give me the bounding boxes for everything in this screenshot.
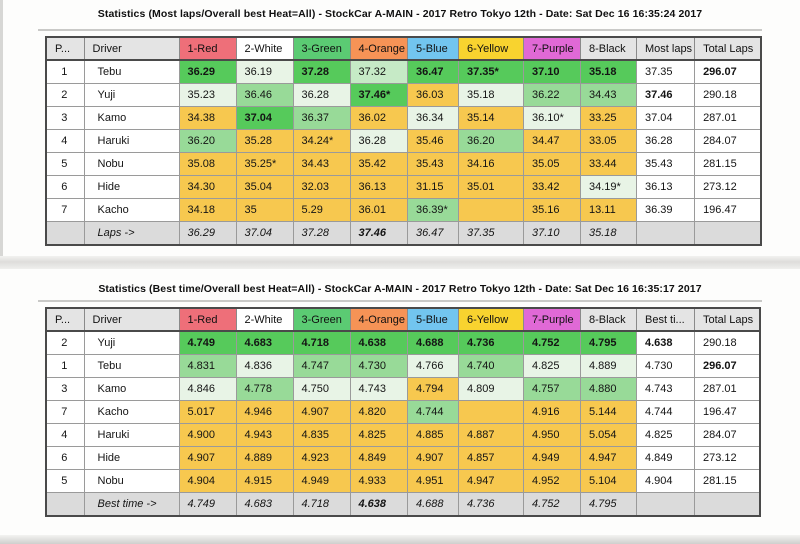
table-row xyxy=(46,355,760,378)
heat-time-cell: 4.947 xyxy=(458,470,523,493)
position-cell: 7 xyxy=(46,401,84,424)
heat-time-cell: 34.30 xyxy=(179,176,236,199)
heat-time-cell: 4.907 xyxy=(407,447,458,470)
heat-time-cell: 4.752 xyxy=(523,331,580,355)
table-row xyxy=(46,331,760,355)
heat-time-cell: 4.831 xyxy=(179,355,236,378)
table-row xyxy=(46,107,761,130)
heat-time-cell: 36.10* xyxy=(523,107,580,130)
total-laps-cell: 296.07 xyxy=(695,60,761,84)
driver-cell: Kacho xyxy=(84,401,179,424)
driver-cell: Yuji xyxy=(84,331,179,355)
heat-time-cell: 34.43 xyxy=(293,153,350,176)
heat-time-cell: 36.19 xyxy=(236,60,293,84)
summary-cell: 4.638 xyxy=(636,331,694,355)
total-laps-cell: 296.07 xyxy=(694,355,760,378)
footer-spacer-cell xyxy=(636,493,694,517)
heat-time-cell: 36.29 xyxy=(179,60,236,84)
total-laps-cell: 281.15 xyxy=(694,470,760,493)
column-header-7-purple: 7-Purple xyxy=(523,37,580,60)
summary-cell: 36.39 xyxy=(636,199,694,222)
column-header-8-black: 8-Black xyxy=(580,37,636,60)
total-laps-cell: 284.07 xyxy=(694,424,760,447)
total-laps-cell: 287.01 xyxy=(694,378,760,401)
summary-cell: 4.730 xyxy=(636,355,694,378)
footer-best-cell: 4.749 xyxy=(179,493,236,517)
driver-cell: Nobu xyxy=(84,153,179,176)
summary-cell: 4.825 xyxy=(636,424,694,447)
driver-cell: Tebu xyxy=(84,355,179,378)
table-row xyxy=(46,401,760,424)
heat-time-cell: 33.42 xyxy=(523,176,580,199)
driver-cell: Yuji xyxy=(84,84,179,107)
heat-time-cell: 5.017 xyxy=(179,401,236,424)
driver-cell: Nobu xyxy=(84,470,179,493)
divider-line xyxy=(38,300,762,302)
driver-cell: Hide xyxy=(84,176,179,199)
heat-time-cell xyxy=(458,401,523,424)
position-cell: 4 xyxy=(46,424,84,447)
column-header-best-ti: Best ti... xyxy=(636,308,694,331)
heat-time-cell: 35.01 xyxy=(458,176,523,199)
heat-time-cell: 4.885 xyxy=(407,424,458,447)
column-header-3-green: 3-Green xyxy=(293,308,350,331)
footer-spacer-cell xyxy=(636,222,694,246)
heat-time-cell: 4.907 xyxy=(179,447,236,470)
bottom-scan-band xyxy=(0,535,800,544)
heat-time-cell: 4.747 xyxy=(293,355,350,378)
footer-best-cell: 4.718 xyxy=(293,493,350,517)
heat-time-cell xyxy=(458,199,523,222)
heat-time-cell: 36.03 xyxy=(407,84,458,107)
footer-best-cell: 37.28 xyxy=(293,222,350,246)
report-title-best-time: Statistics (Best time/Overall best Heat=All) - StockCar A-MAIN - 2017 Retro Tokyo 12th - Date: Sat Dec 16 16:35:17 2017 xyxy=(98,283,702,295)
heat-time-cell: 4.880 xyxy=(580,378,636,401)
header-row xyxy=(46,37,761,60)
heat-time-cell: 35.18 xyxy=(458,84,523,107)
heat-time-cell: 34.18 xyxy=(179,199,236,222)
heat-time-cell: 4.949 xyxy=(293,470,350,493)
position-cell: 2 xyxy=(46,84,84,107)
position-cell: 6 xyxy=(46,176,84,199)
table-row xyxy=(46,130,761,153)
table-row xyxy=(46,424,760,447)
column-header-driver: Driver xyxy=(84,37,179,60)
summary-cell: 4.904 xyxy=(636,470,694,493)
column-header-1-red: 1-Red xyxy=(179,37,236,60)
heat-time-cell: 4.825 xyxy=(523,355,580,378)
heat-time-cell: 5.29 xyxy=(293,199,350,222)
driver-cell: Kamo xyxy=(84,107,179,130)
heat-time-cell: 34.19* xyxy=(580,176,636,199)
heat-time-cell: 4.683 xyxy=(236,331,293,355)
footer-best-cell: 37.10 xyxy=(523,222,580,246)
table-row xyxy=(46,470,760,493)
heat-time-cell: 4.933 xyxy=(350,470,407,493)
footer-spacer-cell xyxy=(695,222,761,246)
heat-time-cell: 4.749 xyxy=(179,331,236,355)
heat-time-cell: 4.889 xyxy=(580,355,636,378)
total-laps-cell: 281.15 xyxy=(695,153,761,176)
heat-time-cell: 4.638 xyxy=(350,331,407,355)
heat-time-cell: 33.05 xyxy=(580,130,636,153)
heat-time-cell: 37.10 xyxy=(523,60,580,84)
heat-time-cell: 4.794 xyxy=(407,378,458,401)
heat-time-cell: 4.951 xyxy=(407,470,458,493)
page-split-band xyxy=(0,256,800,269)
heat-time-cell: 4.900 xyxy=(179,424,236,447)
heat-time-cell: 4.730 xyxy=(350,355,407,378)
heat-time-cell: 36.47 xyxy=(407,60,458,84)
driver-cell: Tebu xyxy=(84,60,179,84)
column-header-2-white: 2-White xyxy=(236,308,293,331)
summary-cell: 4.849 xyxy=(636,447,694,470)
heat-time-cell: 5.144 xyxy=(580,401,636,424)
total-laps-cell: 273.12 xyxy=(694,447,760,470)
column-header-1-red: 1-Red xyxy=(179,308,236,331)
heat-time-cell: 4.950 xyxy=(523,424,580,447)
heat-time-cell: 36.20 xyxy=(458,130,523,153)
table-row xyxy=(46,447,760,470)
table-row xyxy=(46,378,760,401)
footer-label-cell: Laps -> xyxy=(84,222,179,246)
heat-time-cell: 4.757 xyxy=(523,378,580,401)
heat-time-cell: 4.736 xyxy=(458,331,523,355)
heat-time-cell: 35.08 xyxy=(179,153,236,176)
heat-time-cell: 34.47 xyxy=(523,130,580,153)
header-row xyxy=(46,308,760,331)
summary-cell: 36.13 xyxy=(636,176,694,199)
table-row xyxy=(46,153,761,176)
position-cell: 5 xyxy=(46,470,84,493)
table-row xyxy=(46,60,761,84)
table-row xyxy=(46,199,761,222)
position-cell: 2 xyxy=(46,331,84,355)
footer-best-cell: 37.04 xyxy=(236,222,293,246)
heat-time-cell: 4.846 xyxy=(179,378,236,401)
footer-best-cell: 4.683 xyxy=(236,493,293,517)
heat-time-cell: 4.946 xyxy=(236,401,293,424)
summary-cell: 4.744 xyxy=(636,401,694,424)
heat-time-cell: 4.949 xyxy=(523,447,580,470)
column-header-total-laps: Total Laps xyxy=(695,37,761,60)
footer-spacer-cell xyxy=(46,222,84,246)
total-laps-cell: 273.12 xyxy=(695,176,761,199)
summary-cell: 37.04 xyxy=(636,107,694,130)
heat-time-cell: 13.11 xyxy=(580,199,636,222)
footer-best-cell: 4.638 xyxy=(350,493,407,517)
position-cell: 1 xyxy=(46,355,84,378)
heat-time-cell: 36.37 xyxy=(293,107,350,130)
heat-time-cell: 5.104 xyxy=(580,470,636,493)
total-laps-cell: 287.01 xyxy=(695,107,761,130)
heat-time-cell: 4.835 xyxy=(293,424,350,447)
summary-cell: 36.28 xyxy=(636,130,694,153)
heat-time-cell: 33.44 xyxy=(580,153,636,176)
heat-time-cell: 34.38 xyxy=(179,107,236,130)
total-laps-cell: 196.47 xyxy=(694,401,760,424)
column-header-6-yellow: 6-Yellow xyxy=(458,308,523,331)
divider-line xyxy=(38,29,762,31)
total-laps-cell: 290.18 xyxy=(694,331,760,355)
heat-time-cell: 4.743 xyxy=(350,378,407,401)
footer-spacer-cell xyxy=(694,493,760,517)
heat-time-cell: 35.23 xyxy=(179,84,236,107)
heat-time-cell: 35.14 xyxy=(458,107,523,130)
heat-time-cell: 4.795 xyxy=(580,331,636,355)
heat-time-cell: 4.809 xyxy=(458,378,523,401)
heat-time-cell: 35.05 xyxy=(523,153,580,176)
heat-time-cell: 4.915 xyxy=(236,470,293,493)
heat-time-cell: 4.923 xyxy=(293,447,350,470)
footer-best-cell: 37.46 xyxy=(350,222,407,246)
heat-time-cell: 32.03 xyxy=(293,176,350,199)
heat-time-cell: 36.01 xyxy=(350,199,407,222)
footer-best-cell: 4.752 xyxy=(523,493,580,517)
heat-time-cell: 4.904 xyxy=(179,470,236,493)
footer-label-cell: Best time -> xyxy=(84,493,179,517)
heat-time-cell: 35.46 xyxy=(407,130,458,153)
heat-time-cell: 35.42 xyxy=(350,153,407,176)
footer-best-cell: 4.736 xyxy=(458,493,523,517)
column-header-4-orange: 4-Orange xyxy=(350,37,407,60)
heat-time-cell: 35.28 xyxy=(236,130,293,153)
position-cell: 3 xyxy=(46,107,84,130)
column-header-p: P... xyxy=(46,37,84,60)
heat-time-cell: 4.744 xyxy=(407,401,458,424)
heat-time-cell: 35.18 xyxy=(580,60,636,84)
heat-time-cell: 36.28 xyxy=(293,84,350,107)
heat-time-cell: 35.04 xyxy=(236,176,293,199)
best-time-table xyxy=(45,307,761,517)
heat-time-cell: 4.750 xyxy=(293,378,350,401)
footer-best-cell: 37.35 xyxy=(458,222,523,246)
heat-time-cell: 37.35* xyxy=(458,60,523,84)
heat-time-cell: 4.907 xyxy=(293,401,350,424)
heat-time-cell: 4.889 xyxy=(236,447,293,470)
summary-cell: 37.35 xyxy=(636,60,694,84)
heat-time-cell: 31.15 xyxy=(407,176,458,199)
heat-time-cell: 4.766 xyxy=(407,355,458,378)
heat-time-cell: 36.22 xyxy=(523,84,580,107)
total-laps-cell: 290.18 xyxy=(695,84,761,107)
heat-time-cell: 36.46 xyxy=(236,84,293,107)
summary-cell: 35.43 xyxy=(636,153,694,176)
position-cell: 4 xyxy=(46,130,84,153)
column-header-8-black: 8-Black xyxy=(580,308,636,331)
heat-time-cell: 34.24* xyxy=(293,130,350,153)
total-laps-cell: 196.47 xyxy=(695,199,761,222)
column-header-3-green: 3-Green xyxy=(293,37,350,60)
heat-time-cell: 4.887 xyxy=(458,424,523,447)
heat-time-cell: 4.857 xyxy=(458,447,523,470)
heat-time-cell: 4.849 xyxy=(350,447,407,470)
heat-time-cell: 35 xyxy=(236,199,293,222)
heat-time-cell: 4.778 xyxy=(236,378,293,401)
footer-spacer-cell xyxy=(46,493,84,517)
footer-best-cell: 35.18 xyxy=(580,222,636,246)
table-row xyxy=(46,84,761,107)
heat-time-cell: 35.43 xyxy=(407,153,458,176)
column-header-7-purple: 7-Purple xyxy=(523,308,580,331)
heat-time-cell: 36.13 xyxy=(350,176,407,199)
column-header-5-blue: 5-Blue xyxy=(407,308,458,331)
table-row xyxy=(46,176,761,199)
driver-cell: Haruki xyxy=(84,424,179,447)
scan-edge-line xyxy=(0,0,3,257)
heat-time-cell: 33.25 xyxy=(580,107,636,130)
heat-time-cell: 4.836 xyxy=(236,355,293,378)
heat-time-cell: 37.32 xyxy=(350,60,407,84)
heat-time-cell: 5.054 xyxy=(580,424,636,447)
column-header-p: P... xyxy=(46,308,84,331)
heat-time-cell: 37.04 xyxy=(236,107,293,130)
driver-cell: Haruki xyxy=(84,130,179,153)
heat-time-cell: 4.718 xyxy=(293,331,350,355)
heat-time-cell: 36.39* xyxy=(407,199,458,222)
heat-time-cell: 4.740 xyxy=(458,355,523,378)
position-cell: 7 xyxy=(46,199,84,222)
driver-cell: Kamo xyxy=(84,378,179,401)
column-header-total-laps: Total Laps xyxy=(694,308,760,331)
heat-time-cell: 37.46* xyxy=(350,84,407,107)
heat-time-cell: 36.28 xyxy=(350,130,407,153)
position-cell: 1 xyxy=(46,60,84,84)
report-title-most-laps: Statistics (Most laps/Overall best Heat=All) - StockCar A-MAIN - 2017 Retro Tokyo 12th - Date: Sat Dec 16 16:35:24 2017 xyxy=(97,8,703,20)
heat-time-cell: 4.916 xyxy=(523,401,580,424)
heat-time-cell: 36.34 xyxy=(407,107,458,130)
heat-time-cell: 37.28 xyxy=(293,60,350,84)
heat-time-cell: 4.820 xyxy=(350,401,407,424)
column-header-4-orange: 4-Orange xyxy=(350,308,407,331)
footer-best-cell: 4.795 xyxy=(580,493,636,517)
heat-time-cell: 4.688 xyxy=(407,331,458,355)
footer-best-cell: 4.688 xyxy=(407,493,458,517)
driver-cell: Hide xyxy=(84,447,179,470)
position-cell: 6 xyxy=(46,447,84,470)
summary-cell: 4.743 xyxy=(636,378,694,401)
heat-time-cell: 34.16 xyxy=(458,153,523,176)
most-laps-table xyxy=(45,36,762,246)
summary-cell: 37.46 xyxy=(636,84,694,107)
column-header-2-white: 2-White xyxy=(236,37,293,60)
driver-cell: Kacho xyxy=(84,199,179,222)
footer-best-cell: 36.29 xyxy=(179,222,236,246)
footer-row xyxy=(46,222,761,246)
heat-time-cell: 34.43 xyxy=(580,84,636,107)
heat-time-cell: 4.825 xyxy=(350,424,407,447)
footer-row xyxy=(46,493,760,517)
column-header-5-blue: 5-Blue xyxy=(407,37,458,60)
heat-time-cell: 4.947 xyxy=(580,447,636,470)
column-header-most-laps: Most laps xyxy=(636,37,694,60)
position-cell: 5 xyxy=(46,153,84,176)
position-cell: 3 xyxy=(46,378,84,401)
total-laps-cell: 284.07 xyxy=(695,130,761,153)
heat-time-cell: 36.02 xyxy=(350,107,407,130)
heat-time-cell: 4.952 xyxy=(523,470,580,493)
column-header-driver: Driver xyxy=(84,308,179,331)
footer-best-cell: 36.47 xyxy=(407,222,458,246)
heat-time-cell: 35.16 xyxy=(523,199,580,222)
heat-time-cell: 36.20 xyxy=(179,130,236,153)
heat-time-cell: 4.943 xyxy=(236,424,293,447)
column-header-6-yellow: 6-Yellow xyxy=(458,37,523,60)
heat-time-cell: 35.25* xyxy=(236,153,293,176)
